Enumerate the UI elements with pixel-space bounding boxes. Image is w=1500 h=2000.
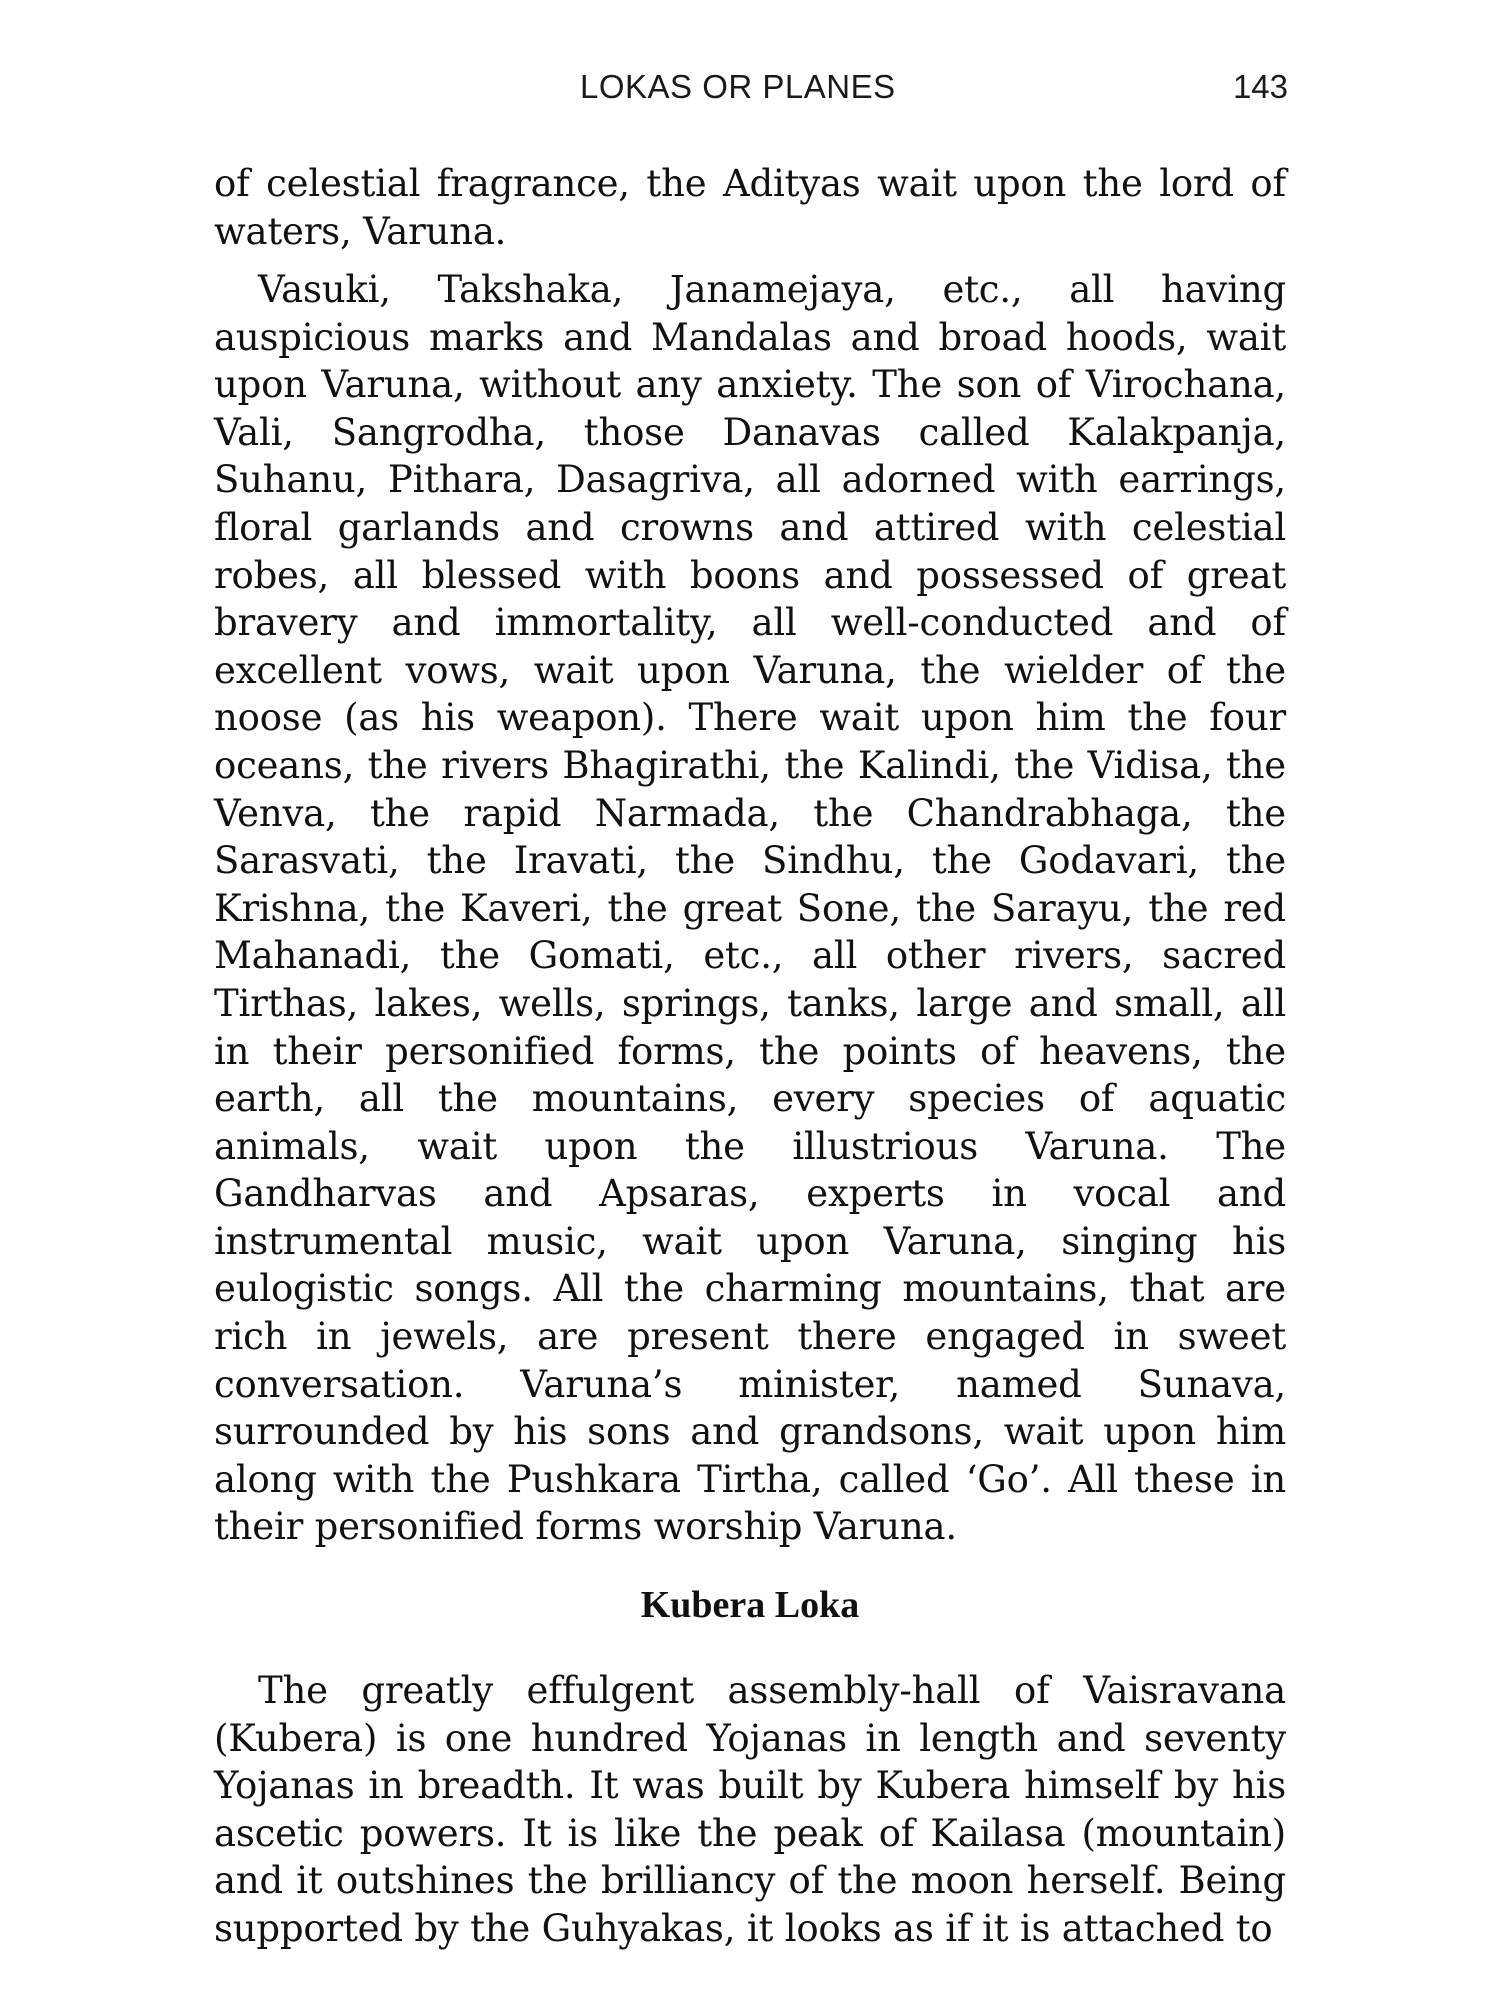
page-number: 143	[1232, 68, 1288, 105]
running-title: LOKAS OR PLANES	[580, 68, 896, 105]
paragraph-text: of celestial fragrance, the Adityas wait upon the lord of waters, Varuna.	[214, 162, 1286, 253]
paragraph-text: The greatly effulgent assembly-hall of Vaisravana (Kubera) is one hundred Yojanas in length and seventy Yojanas in breadth. It was built by Kubera himself by his ascetic powers. It is like the peak of Kailasa (mountain) and it outshines the brilliancy of the moon herself. Being supported by the Guhyakas, it looks as if it is attached to	[214, 1669, 1286, 1950]
paragraph-text: Vasuki, Takshaka, Janamejaya, etc., all having auspicious marks and Mandalas and broad hoods, wait upon Varuna, without any anxiety. The son of Virochana, Vali, Sangrodha, those Danavas called Kalakpanja, Suhanu, Pithara, Dasagriva, all adorned with earrings, floral garlands and crowns and attired with celestial robes, all blessed with boons and possessed of great bravery and immortality, all well-conducted and of excellent vows, wait upon Varuna, the wielder of the noose (as his weapon). There wait upon him the four oceans, the rivers Bhagirathi, the Kalindi, the Vidisa, the Venva, the rapid Narmada, the Chandrabhaga, the Sarasvati, the Iravati, the Sindhu, the Godavari, the Krishna, the Kaveri, the great Sone, the Sarayu, the red Mahanadi, the Gomati, etc., all other rivers, sacred Tirthas, lakes, wells, springs, tanks, large and small, all in their personified forms, the points of heavens, the earth, all the mountains, every species of aquatic animals, wait upon the illustrious Varuna. The Gandharvas and Apsaras, experts in vocal and instrumental music, wait upon Varuna, singing his eulogistic songs. All the charming mountains, that are rich in jewels, are present there engaged in sweet conversation. Varuna’s minister, named Sunava, surrounded by his sons and grandsons, wait upon him along with the Pushkara Tirtha, called ‘Go’. All these in their personified forms worship Varuna.	[214, 268, 1286, 1549]
body-paragraph-kubera-hall	[214, 1667, 1286, 1953]
body-paragraph-varuna-attendants	[214, 266, 1286, 1551]
body-paragraph-continued	[214, 160, 1286, 255]
section-heading: Kubera Loka	[640, 1584, 860, 1626]
